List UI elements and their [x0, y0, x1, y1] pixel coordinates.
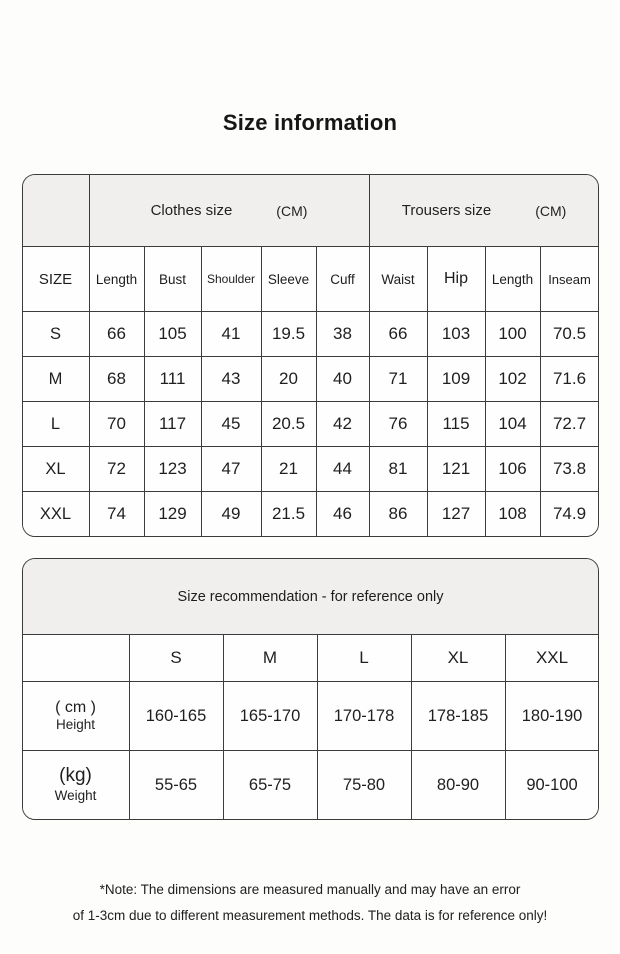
weight-row-label — [22, 751, 129, 820]
rec-size-header-xl: XL — [411, 635, 505, 682]
column-header-length: Length — [89, 247, 144, 312]
column-header-size: SIZE — [22, 247, 89, 312]
table-cell: 49 — [201, 492, 261, 537]
table-cell: 41 — [201, 312, 261, 357]
column-header-trouser-length: Length — [485, 247, 540, 312]
table-cell: 170-178 — [317, 682, 411, 751]
table-row-xxl — [22, 492, 599, 537]
table-cell: 75-80 — [317, 751, 411, 820]
table-cell: 71.6 — [540, 357, 599, 402]
table-cell: 44 — [316, 447, 369, 492]
table-row-s — [22, 312, 599, 357]
recommendation-size-row — [22, 635, 599, 682]
column-header-sleeve: Sleeve — [261, 247, 316, 312]
table-cell: 86 — [369, 492, 427, 537]
weight-label: Weight — [54, 787, 97, 803]
row-size-label: M — [22, 357, 89, 402]
table-cell: 115 — [427, 402, 485, 447]
table-cell: 68 — [89, 357, 144, 402]
table-cell: 105 — [144, 312, 201, 357]
trousers-size-label: Trousers size — [401, 202, 492, 219]
clothes-size-unit: (CM) — [276, 202, 308, 219]
table-cell: 65-75 — [223, 751, 317, 820]
table-cell: 70 — [89, 402, 144, 447]
row-size-label: L — [22, 402, 89, 447]
table-cell: 21.5 — [261, 492, 316, 537]
page-title: Size information — [222, 110, 398, 135]
rec-size-header-xxl: XXL — [505, 635, 599, 682]
table-cell: 20.5 — [261, 402, 316, 447]
table-cell: 108 — [485, 492, 540, 537]
table-cell: 117 — [144, 402, 201, 447]
height-row — [22, 682, 599, 751]
weight-row — [22, 751, 599, 820]
column-header-cuff: Cuff — [316, 247, 369, 312]
table-cell: 104 — [485, 402, 540, 447]
table-cell: 109 — [427, 357, 485, 402]
table-cell: 55-65 — [129, 751, 223, 820]
recommendation-header-row — [22, 559, 599, 635]
size-recommendation-table — [22, 558, 599, 820]
table-cell: 72 — [89, 447, 144, 492]
table-cell: 106 — [485, 447, 540, 492]
clothes-size-group-header — [89, 175, 369, 247]
table-cell: 178-185 — [411, 682, 505, 751]
table-cell: 80-90 — [411, 751, 505, 820]
table-cell: 180-190 — [505, 682, 599, 751]
table-cell: 72.7 — [540, 402, 599, 447]
column-header-hip: Hip — [427, 247, 485, 312]
recommendation-title: Size recommendation - for reference only — [22, 559, 599, 635]
table-cell: 90-100 — [505, 751, 599, 820]
table-cell: 70.5 — [540, 312, 599, 357]
column-header-inseam: Inseam — [540, 247, 599, 312]
table-row-l — [22, 402, 599, 447]
group-header-row — [22, 175, 599, 247]
table-cell: 76 — [369, 402, 427, 447]
weight-unit: (kg) — [59, 765, 92, 787]
row-size-label: XL — [22, 447, 89, 492]
table-cell: 46 — [316, 492, 369, 537]
table-row-xl — [22, 447, 599, 492]
note-text — [0, 877, 620, 930]
table-cell: 123 — [144, 447, 201, 492]
table-cell: 19.5 — [261, 312, 316, 357]
table-cell: 111 — [144, 357, 201, 402]
column-header-waist: Waist — [369, 247, 427, 312]
empty-corner-cell — [22, 635, 129, 682]
table-cell: 103 — [427, 312, 485, 357]
table-cell: 21 — [261, 447, 316, 492]
table-cell: 38 — [316, 312, 369, 357]
table-cell: 102 — [485, 357, 540, 402]
measurements-table-grid — [22, 174, 599, 537]
table-cell: 100 — [485, 312, 540, 357]
table-cell: 47 — [201, 447, 261, 492]
column-header-row — [22, 247, 599, 312]
rec-size-header-m: M — [223, 635, 317, 682]
trousers-size-unit: (CM) — [535, 202, 567, 219]
trousers-size-group-header — [369, 175, 599, 247]
note-line-2: of 1-3cm due to different measurement methods. The data is for reference only! — [72, 908, 548, 924]
table-cell: 43 — [201, 357, 261, 402]
column-header-shoulder: Shoulder — [201, 247, 261, 312]
measurements-table — [22, 174, 599, 537]
corner-cell — [22, 175, 89, 247]
table-cell: 66 — [369, 312, 427, 357]
table-cell: 74.9 — [540, 492, 599, 537]
row-size-label: XXL — [22, 492, 89, 537]
rec-size-header-s: S — [129, 635, 223, 682]
height-label: Height — [55, 717, 96, 733]
rec-size-header-l: L — [317, 635, 411, 682]
note-line-1: *Note: The dimensions are measured manually and may have an error — [99, 882, 521, 897]
height-unit: ( cm ) — [55, 698, 96, 716]
table-cell: 66 — [89, 312, 144, 357]
row-size-label: S — [22, 312, 89, 357]
table-cell: 20 — [261, 357, 316, 402]
table-cell: 160-165 — [129, 682, 223, 751]
clothes-size-label: Clothes size — [150, 202, 233, 219]
table-cell: 81 — [369, 447, 427, 492]
column-header-bust: Bust — [144, 247, 201, 312]
size-recommendation-grid — [22, 558, 599, 820]
table-cell: 129 — [144, 492, 201, 537]
table-cell: 127 — [427, 492, 485, 537]
table-cell: 121 — [427, 447, 485, 492]
table-cell: 45 — [201, 402, 261, 447]
table-row-m — [22, 357, 599, 402]
table-cell: 73.8 — [540, 447, 599, 492]
table-cell: 74 — [89, 492, 144, 537]
table-cell: 165-170 — [223, 682, 317, 751]
height-row-label — [22, 682, 129, 751]
table-cell: 71 — [369, 357, 427, 402]
table-cell: 40 — [316, 357, 369, 402]
table-cell: 42 — [316, 402, 369, 447]
